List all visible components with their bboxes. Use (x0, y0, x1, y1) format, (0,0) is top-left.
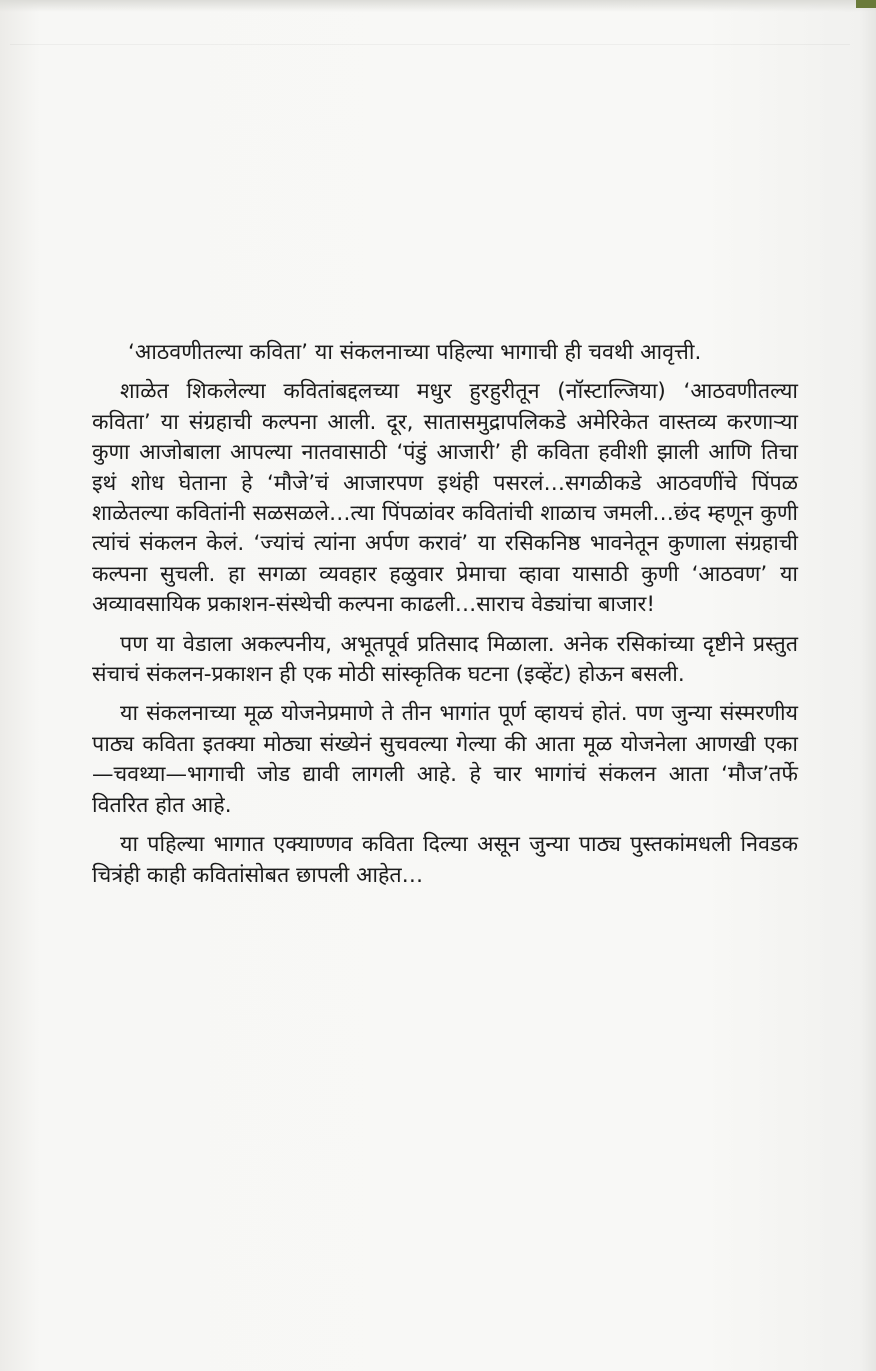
paragraph-2: शाळेत शिकलेल्या कवितांबद्दलच्या मधुर हुरहुरीतून (नॉस्टाल्जिया) ‘आठवणीतल्या कविता’ या संग्रहाची कल्पना आली. दूर, सातासमुद्रापलिकडे अमेरिकेत वास्तव्य करणाऱ्या कुणा आजोबाला आपल्या नातवासाठी ‘पंडुं आजारी’ ही कविता हवीशी झाली आणि तिचा इथं शोध घेताना हे ‘मौजे’चं आजारपण इथंही पसरलं…सगळीकडे आठवणींचे पिंपळ शाळेतल्या कवितांनी सळसळले…त्या पिंपळांवर कवितांची शाळाच जमली…छंद म्हणून कुणी त्यांचं संकलन केलं. ‘ज्यांचं त्यांना अर्पण करावं’ या रसिकनिष्ठ भावनेतून कुणाला संग्रहाची कल्पना सुचली. हा सगळा व्यवहार हळुवार प्रेमाचा व्हावा यासाठी कुणी ‘आठवण’ या अव्यावसायिक प्रकाशन-संस्थेची कल्पना काढली…साराच वेड्यांचा बाजार! (92, 379, 798, 618)
paragraph-1: ‘आठवणीतल्या कविता’ या संकलनाच्या पहिल्या भागाची ही चवथी आवृत्ती. (128, 340, 702, 365)
cover-edge-mark (856, 0, 876, 8)
preface-text (92, 338, 798, 900)
paragraph-3: पण या वेडाला अकल्पनीय, अभूतपूर्व प्रतिसाद मिळाला. अनेक रसिकांच्या दृष्टीने प्रस्तुत संचाचं संकलन-प्रकाशन ही एक मोठी सांस्कृतिक घटना (इव्हेंट) होऊन बसली. (92, 631, 798, 688)
page-top-shadow (0, 0, 876, 12)
paragraph-4: या संकलनाच्या मूळ योजनेप्रमाणे ते तीन भागांत पूर्ण व्हायचं होतं. पण जुन्या संस्मरणीय पाठ्य कविता इतक्या मोठ्या संख्येनं सुचवल्या गेल्या की आता मूळ योजनेला आणखी एका—चवथ्या—भागाची जोड द्यावी लागली आहे. हे चार भागांचं संकलन आता ‘मौज’तर्फे वितरित होत आहे. (92, 701, 798, 818)
paragraph-5: या पहिल्या भागात एक्याण्णव कविता दिल्या असून जुन्या पाठ्य पुस्तकांमधली निवडक चित्रंही काही कवितांसोबत छापली आहेत… (92, 832, 798, 888)
page-crease (10, 44, 850, 45)
